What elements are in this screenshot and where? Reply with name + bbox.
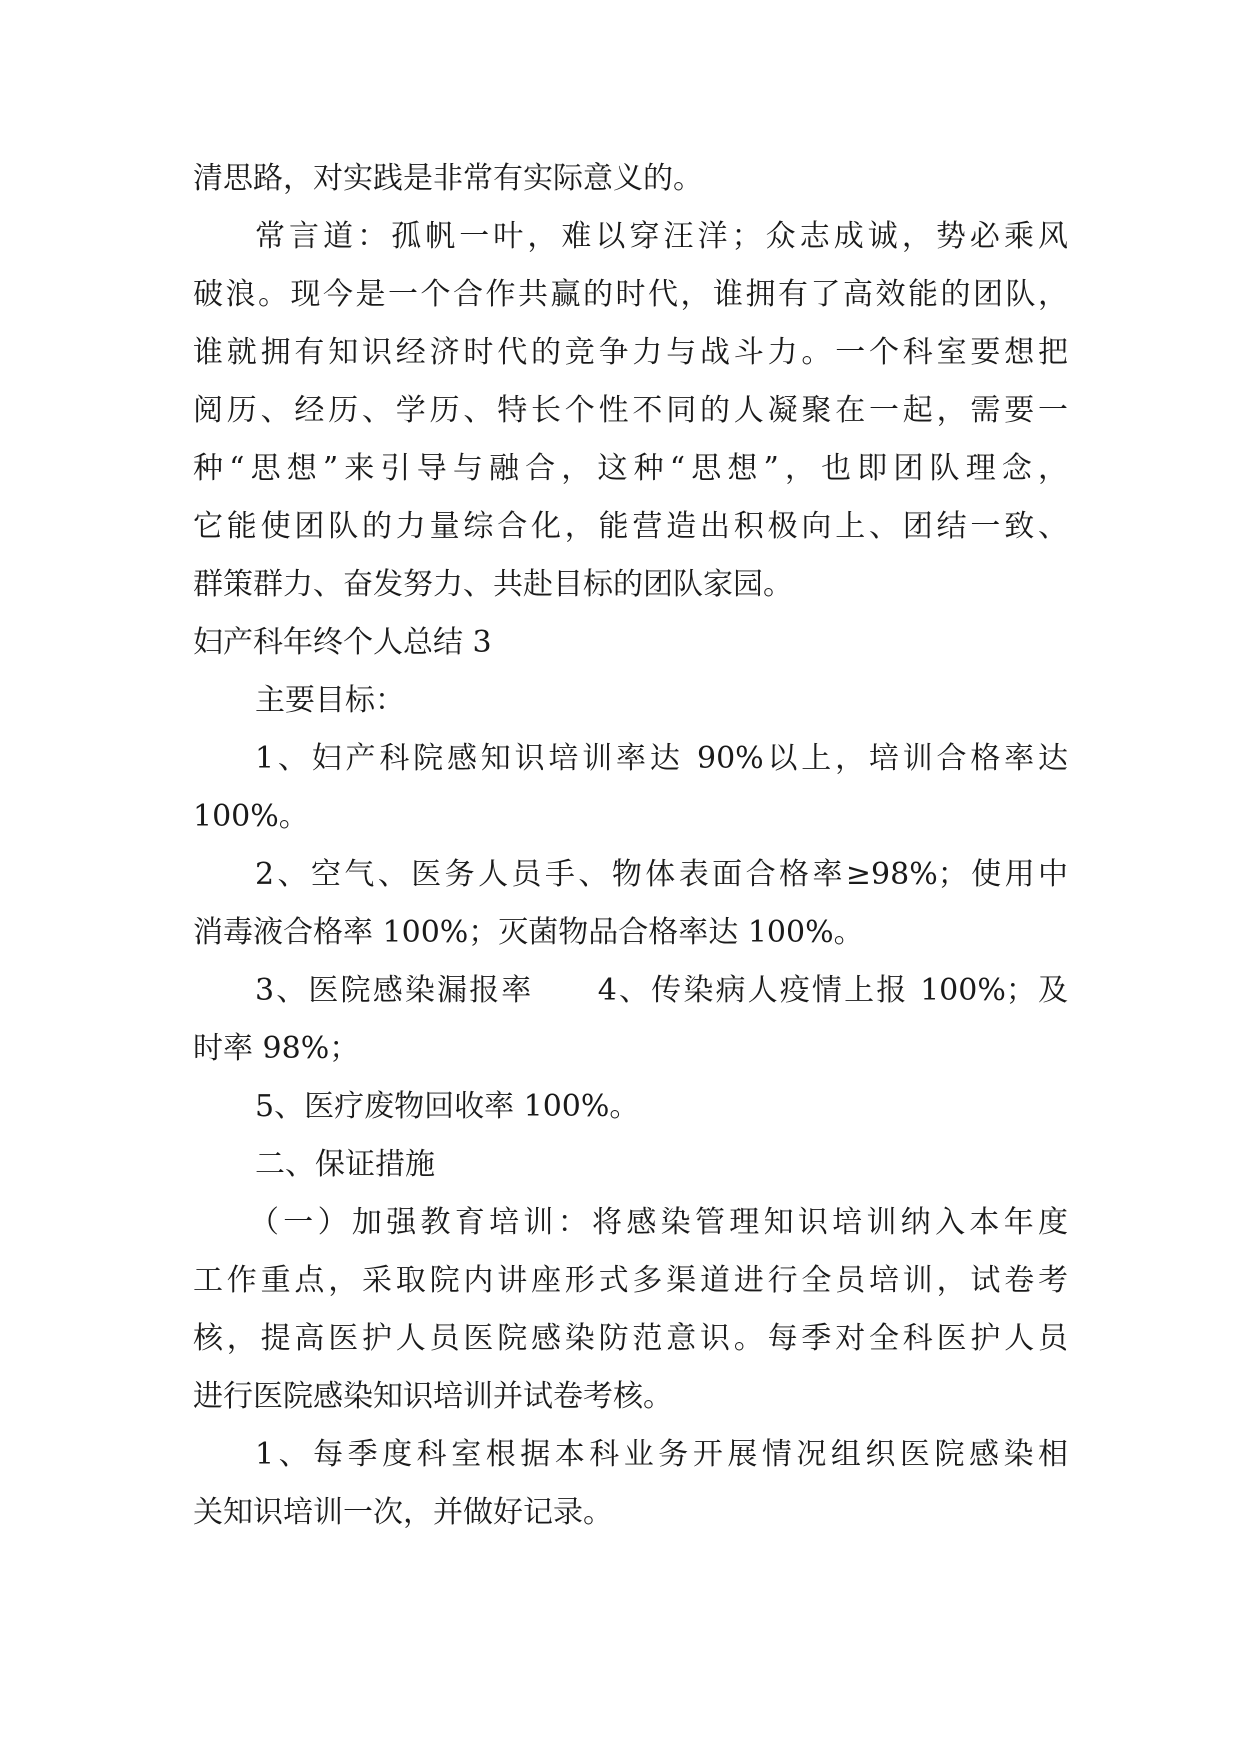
subsection-heading: 二、保证措施	[255, 1147, 435, 1182]
paragraph-line: 它能使团队的力量综合化，能营造出积极向上、团结一致、	[193, 509, 1068, 544]
paragraph-line: 关知识培训一次，并做好记录。	[193, 1495, 613, 1530]
paragraph-line: 3、医院感染漏报率 4、传染病人疫情上报 100%；及	[255, 973, 1068, 1008]
paragraph-line: 常言道：孤帆一叶，难以穿汪洋；众志成诚，势必乘风	[255, 219, 1068, 254]
paragraph-line: 种“思想”来引导与融合，这种“思想”，也即团队理念，	[193, 451, 1068, 486]
paragraph-line: 100%。	[193, 799, 309, 834]
paragraph-line: 消毒液合格率 100%；灭菌物品合格率达 100%。	[193, 915, 864, 950]
paragraph-line: 时率 98%；	[193, 1031, 360, 1066]
paragraph-line: 1、妇产科院感知识培训率达 90%以上，培训合格率达	[255, 741, 1068, 776]
paragraph-line: 主要目标：	[255, 683, 405, 718]
paragraph-line: 工作重点，采取院内讲座形式多渠道进行全员培训，试卷考	[193, 1263, 1068, 1298]
paragraph-line: 清思路，对实践是非常有实际意义的。	[193, 161, 703, 196]
paragraph-line: 进行医院感染知识培训并试卷考核。	[193, 1379, 673, 1414]
paragraph-line: 谁就拥有知识经济时代的竞争力与战斗力。一个科室要想把	[193, 335, 1068, 370]
paragraph-line: （一）加强教育培训：将感染管理知识培训纳入本年度	[249, 1205, 1068, 1240]
paragraph-line: 2、空气、医务人员手、物体表面合格率≥98%；使用中	[255, 857, 1068, 892]
paragraph-line: 破浪。现今是一个合作共赢的时代，谁拥有了高效能的团队，	[193, 277, 1068, 312]
document-body	[193, 150, 1068, 1542]
paragraph-line: 5、医疗废物回收率 100%。	[255, 1089, 640, 1124]
paragraph-line: 核，提高医护人员医院感染防范意识。每季对全科医护人员	[193, 1321, 1068, 1356]
section-heading: 妇产科年终个人总结 3	[193, 625, 492, 660]
paragraph-line: 1、每季度科室根据本科业务开展情况组织医院感染相	[255, 1437, 1068, 1472]
paragraph-line: 阅历、经历、学历、特长个性不同的人凝聚在一起，需要一	[193, 393, 1068, 428]
paragraph-line: 群策群力、奋发努力、共赴目标的团队家园。	[193, 567, 793, 602]
